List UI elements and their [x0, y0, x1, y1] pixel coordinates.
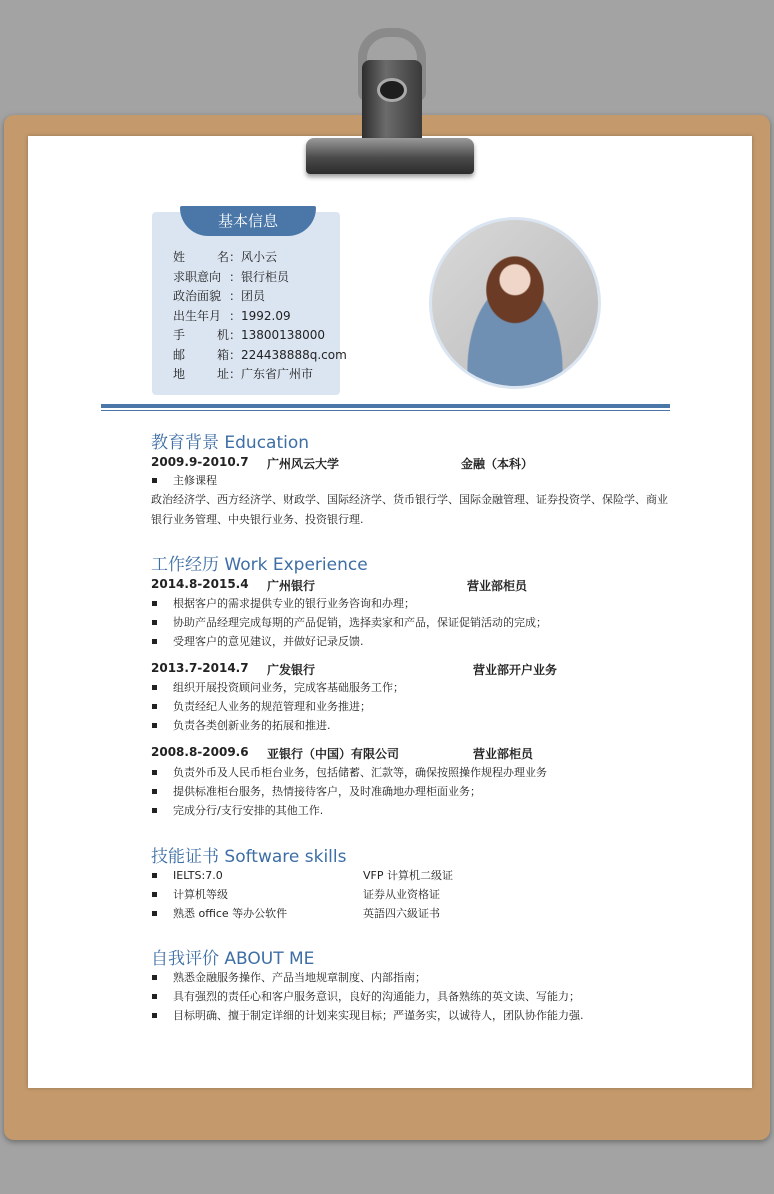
bullet-icon: [152, 892, 157, 897]
bullet-icon: [152, 808, 157, 813]
bullet-icon: [152, 639, 157, 644]
job-header: 2014.8-2015.4 广州银行 营业部柜员: [151, 577, 528, 593]
list-item: 完成分行/支行安排的其他工作.: [151, 801, 547, 820]
education-courses: 政治经济学、西方经济学、财政学、国际经济学、货币银行学、国际金融管理、证券投资学、保险学、商业银行业务管理、中央银行业务、投资银行理.: [151, 493, 668, 526]
info-row: 政治面貌 ：团员: [173, 289, 266, 303]
bullet-icon: [152, 704, 157, 709]
bullet-icon: [152, 723, 157, 728]
job-header: 2013.7-2014.7 广发银行 营业部开户业务: [151, 661, 558, 677]
education-title: 教育背景 Education: [151, 433, 310, 453]
profile-photo: [429, 217, 601, 389]
education-bullets: [151, 471, 217, 490]
bullet-icon: [152, 1013, 157, 1018]
bullet-icon: [152, 685, 157, 690]
list-item: 受理客户的意见建议，并做好记录反馈.: [151, 632, 547, 651]
clip-hole: [377, 78, 407, 102]
list-item: 提供标准柜台服务，热情接待客户，及时准确地办理柜面业务；: [151, 782, 547, 801]
list-item: 负责外币及人民币柜台业务，包括储蓄、汇款等，确保按照操作规程办理业务: [151, 763, 547, 782]
job-duties: [151, 594, 547, 651]
skill-row: 计算机等级 证券从业资格证: [151, 885, 563, 904]
bullet-icon: [152, 478, 157, 483]
divider: [101, 404, 670, 408]
education-header: 2009.9-2010.7 广州风云大学 金融（本科）: [151, 455, 534, 471]
info-row: 地 址 ：广东省广州市: [173, 367, 314, 381]
bullet-icon: [152, 911, 157, 916]
list-item: 主修课程: [151, 471, 217, 490]
bullet-icon: [152, 601, 157, 606]
list-item: 协助产品经理完成每期的产品促销，选择卖家和产品，保证促销活动的完成；: [151, 613, 547, 632]
skills-title: 技能证书 Software skills: [151, 847, 347, 867]
about-list: [151, 968, 584, 1025]
work-title: 工作经历 Work Experience: [151, 555, 368, 575]
binder-clip: [306, 138, 474, 174]
list-item: 根据客户的需求提供专业的银行业务咨询和办理；: [151, 594, 547, 613]
job-header: 2008.8-2009.6 亚银行（中国）有限公司 营业部柜员: [151, 745, 534, 761]
basic-info-list: [173, 248, 347, 385]
list-item: 负责各类创新业务的拓展和推进.: [151, 716, 404, 735]
info-row: 邮 箱 ：224438888q.com: [173, 347, 347, 362]
bullet-icon: [152, 873, 157, 878]
job-duties: [151, 678, 404, 735]
about-title: 自我评价 ABOUT ME: [151, 949, 315, 969]
info-row: 出生年月 ：1992.09: [173, 308, 291, 323]
bullet-icon: [152, 789, 157, 794]
skills-list: [151, 866, 563, 923]
skill-row: IELTS:7.0 VFP 计算机二级证: [151, 866, 563, 885]
bullet-icon: [152, 975, 157, 980]
bullet-icon: [152, 770, 157, 775]
basic-info-title: 基本信息: [180, 206, 316, 236]
job-duties: [151, 763, 547, 820]
list-item: 组织开展投资顾问业务，完成客基础服务工作；: [151, 678, 404, 697]
list-item: 负责经纪人业务的规范管理和业务推进；: [151, 697, 404, 716]
list-item: 熟悉金融服务操作、产品当地规章制度、内部指南；: [151, 968, 584, 987]
info-row: 姓 名 ：风小云: [173, 250, 278, 264]
divider: [101, 410, 670, 411]
list-item: 具有强烈的责任心和客户服务意识，良好的沟通能力，具备熟练的英文读、写能力；: [151, 987, 584, 1006]
bullet-icon: [152, 994, 157, 999]
info-row: 手 机 ：13800138000: [173, 328, 325, 342]
list-item: 目标明确、擅于制定详细的计划来实现目标；严谨务实，以诚待人，团队协作能力强.: [151, 1006, 584, 1025]
info-row: 求职意向 ：银行柜员: [173, 269, 290, 284]
bullet-icon: [152, 620, 157, 625]
skill-row: 熟悉 office 等办公软件 英語四六級证书: [151, 904, 563, 923]
